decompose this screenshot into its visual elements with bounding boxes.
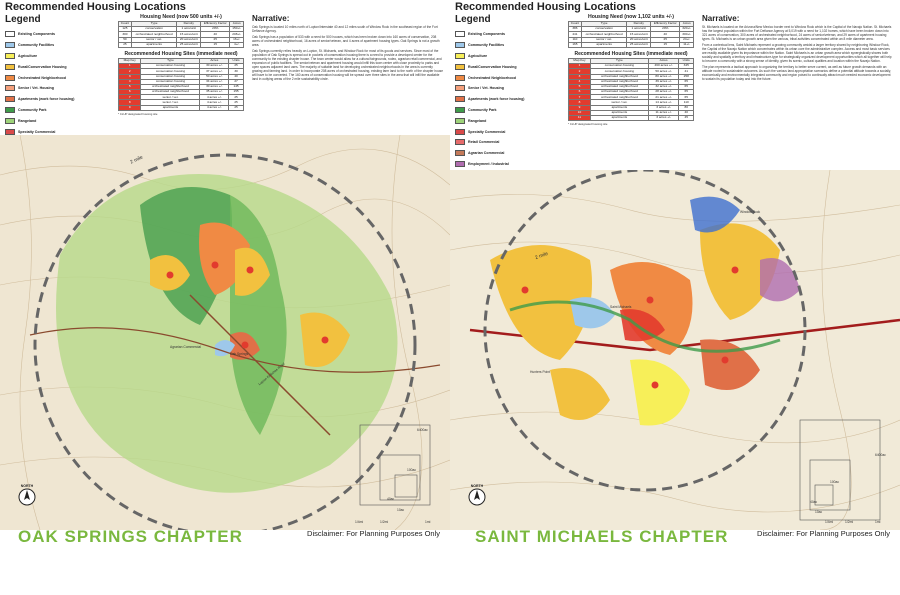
table-cell: 8 — [569, 100, 591, 105]
table-cell: conservation housing — [591, 69, 649, 74]
table-cell: orchestrated neighborhood — [591, 84, 649, 89]
legend-label: Senior / Vet. Housing — [18, 86, 54, 91]
table-cell: 4 acres +/- — [200, 100, 229, 105]
table-cell: orchestrated neighborhood — [591, 79, 649, 84]
table-header: Units — [679, 58, 694, 63]
legend-swatch — [455, 42, 465, 48]
table-cell: 3 — [119, 74, 141, 79]
elevation-label: 100ac — [407, 468, 416, 472]
scale-label: 1/4mi — [825, 520, 834, 524]
table-cell: 11 — [569, 116, 591, 121]
table-cell: 25 — [229, 105, 244, 110]
disclaimer: Disclaimer: For Planning Purposes Only — [307, 529, 440, 538]
table-cell: 20% — [651, 27, 680, 32]
table-cell: conservation — [581, 27, 627, 32]
narrative-paragraph: St. Michaels is located on the Arizona/New Mexico border next to Window Rock which is the Capital of the Navajo Nation. St. Michaels has the largest population within the Fort Defiance Agency at 5,019 with a need for 1,102 homes, which have been broken down into 321 acres of conservation, 300 acres of orchestrated neighborhood, 24 acres of senior/veteran, and 29 acres of apartment housing types. St. Michaels is an urban growth area given the various, tribal activities concentrated within an 8 mile diameter area. — [702, 25, 892, 41]
table-cell: senior / vet. — [591, 100, 649, 105]
legend-item — [455, 148, 560, 159]
legend-item — [455, 115, 560, 126]
table-cell: 2 — [119, 69, 141, 74]
legend-label: Rural/Conservation Housing — [18, 64, 67, 69]
table-cell: 2 — [569, 69, 591, 74]
table-cell: 50 — [119, 37, 132, 42]
sites-table — [568, 58, 694, 121]
table-cell: 35 acres +/- — [200, 90, 229, 95]
disclaimer: Disclaimer: For Planning Purposes Only — [757, 529, 890, 538]
table-cell: 10 — [569, 110, 591, 115]
narrative-paragraph: Oak Springs has a population of 533 with a need for 500 houses, which has been broken down into 160 acres of conservation, 208 acres of orchestrated neighborhood, 16 acres of senior/veteran, and 4 acres of apartment housing types. Oak Springs is not a growth area. — [252, 35, 440, 47]
table-cell: 14 acres +/- — [648, 100, 679, 105]
table-cell: 320+/- — [680, 27, 694, 32]
legend-swatch — [455, 150, 465, 156]
table-cell: 45 — [679, 116, 694, 121]
table-cell: apartments — [581, 42, 627, 47]
table-cell: 441 — [569, 32, 582, 37]
legend-list — [455, 29, 560, 180]
table-cell: 1 — [119, 64, 141, 69]
table-cell: 16+/- — [230, 37, 244, 42]
table-cell: 40 — [679, 110, 694, 115]
table-cell: 110 — [679, 100, 694, 105]
table-cell: 28 acres +/- — [648, 90, 679, 95]
legend-label: Community Park — [18, 107, 47, 112]
table-cell: 1 — [569, 64, 591, 69]
legend-swatch — [5, 53, 15, 59]
map-label: Window Rock — [740, 210, 761, 214]
table-cell: conservation housing — [141, 79, 200, 84]
table-header: Acres — [200, 58, 229, 63]
map-label: Hunters Point — [530, 370, 550, 374]
table-cell: orchestrated neighborhood — [141, 84, 200, 89]
table-cell: 15 acres/unit — [177, 32, 201, 37]
table-header: Map Key — [119, 58, 141, 63]
table-header: Count — [119, 22, 132, 27]
table-header: Type — [131, 22, 177, 27]
map-label: Agrarian Commercial — [170, 345, 201, 349]
legend-title: Legend — [5, 14, 41, 25]
table-cell: 32 acres +/- — [648, 84, 679, 89]
legend-item — [455, 61, 560, 72]
north-label: NORTH — [20, 484, 34, 488]
legend-label: Orchestrated Neighborhood — [468, 75, 516, 80]
table-cell: 11 acres +/- — [648, 110, 679, 115]
table-cell: 25 — [229, 95, 244, 100]
table-cell: 11+/- — [680, 42, 694, 47]
legend-item — [455, 105, 560, 116]
legend-item — [5, 83, 110, 94]
table-cell: 50 acres +/- — [648, 69, 679, 74]
table-cell: 25 — [201, 37, 230, 42]
table-cell: 4 — [569, 79, 591, 84]
table-row — [119, 42, 244, 47]
legend-item — [5, 94, 110, 105]
table-cell: 41 — [679, 69, 694, 74]
table-cell: 50 acres +/- — [200, 74, 229, 79]
table-cell: 40 — [651, 32, 680, 37]
table-cell: 39 acres +/- — [648, 79, 679, 84]
elevation-label: 40ac — [810, 500, 818, 504]
table-cell: 9 — [119, 105, 141, 110]
table-cell: 345 — [679, 64, 694, 69]
narrative-paragraph: The plan represents a tactical approach to organizing the territory to better serve current, as well as future growth demands with an attitude rooted in sustainable outcomes. As such the various land appropriation scenarios define a potential attitude towards a socially, economically and environmentally integrated community and region poised to continually attract much needed economic development to sustain its population today and into the future. — [702, 65, 892, 81]
legend-label: Apartments (work force housing) — [468, 97, 525, 102]
legend-item — [455, 126, 560, 137]
table-header: Acres — [648, 58, 679, 63]
table-header: Efficiency Factor — [201, 22, 230, 27]
legend-label: Senior / Vet. Housing — [468, 86, 504, 91]
legend-item — [455, 72, 560, 83]
legend-item — [455, 137, 560, 148]
oak-springs-map — [0, 135, 450, 530]
legend-swatch — [455, 75, 465, 81]
table-cell: 1 acre/unit — [627, 27, 651, 32]
table-cell: 6 — [569, 90, 591, 95]
housing-need-title: Housing Need (now 1,102 units +/-) — [587, 14, 675, 20]
table-cell: orchestrated neighborhood — [591, 95, 649, 100]
legend-label: Specialty Commercial — [468, 129, 506, 134]
legend-item — [5, 105, 110, 116]
compass-icon — [18, 488, 36, 506]
table-cell: senior / vet. — [141, 95, 200, 100]
legend-swatch — [5, 107, 15, 113]
table-cell: 3 — [569, 74, 591, 79]
table-cell: 300+/- — [680, 32, 694, 37]
need-table — [568, 21, 694, 48]
legend-label: Employment / Industrial — [468, 161, 509, 166]
scale-label: 1/4mi — [355, 520, 364, 524]
table-cell: 125 — [119, 27, 132, 32]
north-label: NORTH — [470, 484, 484, 488]
table-cell: 20 acres/unit — [177, 37, 201, 42]
legend-item — [5, 115, 110, 126]
table-header: Acres — [680, 22, 694, 27]
table-cell: 7 — [569, 95, 591, 100]
table-cell: conservation housing — [591, 64, 649, 69]
table-cell: senior / vet. — [141, 100, 200, 105]
table-row — [119, 105, 244, 110]
legend-label: Rangeland — [18, 118, 37, 123]
table-cell: 65 — [679, 95, 694, 100]
housing-need-table — [568, 14, 694, 126]
table-cell: orchestrated neighborhood — [591, 74, 649, 79]
table-cell: 30 — [229, 69, 244, 74]
table-cell: orchestrated neighborhood — [131, 32, 177, 37]
table-cell: 65 — [679, 84, 694, 89]
scale-label: 1mi — [875, 520, 881, 524]
table-header: Units — [229, 58, 244, 63]
compass-icon — [468, 488, 486, 506]
mile-label: 2 mile — [534, 250, 549, 262]
table-cell: 30 acres +/- — [200, 84, 229, 89]
table-cell: 27 — [229, 79, 244, 84]
legend-swatch — [5, 31, 15, 37]
sites-title: Recommended Housing Sites (immediate need) — [124, 50, 238, 57]
chapter-title: SAINT MICHAELS CHAPTER — [475, 527, 729, 546]
legend-swatch — [455, 129, 465, 135]
road-label: Lupton Kinlichee Road — [257, 361, 286, 387]
table-cell: 5 — [119, 84, 141, 89]
table-cell: 258 — [679, 74, 694, 79]
legend-label: Rural/Conservation Housing — [468, 64, 517, 69]
panel-title: Recommended Housing Locations — [455, 1, 636, 13]
table-cell: 460 acres +/- — [648, 64, 679, 69]
table-cell: apartments — [591, 110, 649, 115]
table-cell: 208+/- — [230, 32, 244, 37]
chapter-title: OAK SPRINGS CHAPTER — [18, 527, 243, 546]
legend-swatch — [5, 75, 15, 81]
narrative — [702, 14, 894, 83]
legend-label: Agriculture — [18, 53, 38, 58]
legend-item — [455, 94, 560, 105]
table-cell: 30 acres +/- — [200, 64, 229, 69]
legend-swatch — [5, 64, 15, 70]
north-arrow — [16, 484, 38, 511]
legend-label: Existing Components — [18, 32, 55, 37]
table-cell: 8 — [119, 100, 141, 105]
legend-item — [455, 40, 560, 51]
table-cell: 4 acres +/- — [200, 95, 229, 100]
legend-label: Existing Components — [468, 32, 505, 37]
legend-label: Apartments (work force housing) — [18, 97, 75, 102]
elevation-label: 40ac — [387, 497, 395, 501]
table-cell: apartments — [591, 105, 649, 110]
legend-label: Agrarian Commercial — [468, 151, 505, 156]
table-cell: 65 — [679, 79, 694, 84]
legend-label: Orchestrated Neighborhood — [18, 75, 66, 80]
table-cell: 4 — [119, 79, 141, 84]
table-cell: 25 acres/unit — [627, 42, 651, 47]
table-cell: 24+/- — [680, 37, 694, 42]
table-cell: conservation housing — [141, 64, 200, 69]
legend-label: Retail Commercial — [468, 140, 500, 145]
table-cell: 386 — [569, 27, 582, 32]
sites-title: Recommended Housing Sites (immediate need) — [574, 50, 688, 57]
legend-swatch — [5, 129, 15, 135]
table-cell: 25 acres/unit — [177, 42, 201, 47]
legend-swatch — [455, 118, 465, 124]
narrative-paragraph: Oak Springs is located 10 miles north of Lupton/Interstate 40 and 12 miles south of Window Rock in the southeast region of the Fort Defiance Agency. — [252, 25, 438, 33]
table-cell: 25 — [119, 42, 132, 47]
table-header: Efficiency Factor — [651, 22, 680, 27]
scale-label: 1/2mi — [845, 520, 854, 524]
legend-title: Legend — [455, 14, 491, 25]
elevation-label: 6400ac — [417, 428, 428, 432]
table-cell: 6 — [119, 90, 141, 95]
legend-swatch — [5, 42, 15, 48]
table-cell: apartments — [131, 42, 177, 47]
legend-item — [5, 61, 110, 72]
legend-label: Community Park — [468, 107, 497, 112]
table-cell: 150+/- — [230, 27, 244, 32]
table-cell: 1 acre/unit — [177, 27, 201, 32]
table-header: Type — [591, 58, 649, 63]
narrative-title: Narrative: — [252, 14, 290, 23]
legend-item — [5, 72, 110, 83]
table-cell: 25 — [229, 100, 244, 105]
table-cell: 20% — [201, 27, 230, 32]
table-cell: 80 acres +/- — [648, 74, 679, 79]
table-cell: 155 — [229, 90, 244, 95]
legend-label: Community Facilities — [18, 43, 55, 48]
legend-swatch — [455, 53, 465, 59]
table-cell: orchestrated neighborhood — [141, 90, 200, 95]
legend-item — [455, 29, 560, 40]
table-cell: 9 — [569, 105, 591, 110]
table-header: Map Key — [569, 58, 591, 63]
table-cell: conservation — [131, 27, 177, 32]
sites-note: * CLUP designated housing site — [118, 111, 158, 116]
map-label: Saint Michaels — [610, 305, 632, 309]
legend-swatch — [5, 85, 15, 91]
table-header: Type — [141, 58, 200, 63]
legend-swatch — [455, 107, 465, 113]
north-arrow — [466, 484, 488, 511]
saint-michaels-map — [450, 170, 900, 530]
legend-item — [5, 29, 110, 40]
table-cell: 5 — [569, 84, 591, 89]
scale-label: 1/2mi — [380, 520, 389, 524]
table-header: Type — [581, 22, 627, 27]
narrative-paragraph: Oak Springs currently relies heavily on Lupton, St. Michaels, and Window Rock for most of its goods and services. Since most of the population of Oak Springs is spread out in pockets of conservation housing there is a need to provide a developed center for the community to the existing chapter house. The town center would allow for a cultural fairgrounds, rodeo, agrarian retail commercial, and expansion of public facilities. The senior/veteran and apartment housing would infill this town center with close proximity to parks and open spaces adjacent land uses. The majority of suitable land for developing orchestrated neighborhoods in the area is currently grazing and farming land. In order to incorporate 208 acres of orchestrated housing, existing farm land to the north of the chapter house will have to be converted. The 160 acres of conservation housing will be spread over three sites in the area that will infill the available land in outlying areas of the 2 mile sustainability circle. — [252, 49, 444, 81]
legend-swatch — [455, 64, 465, 70]
table-cell: 21 acres +/- — [648, 95, 679, 100]
saint-michaels-panel — [450, 0, 900, 595]
table-cell: 7 — [119, 95, 141, 100]
mile-label: 2 mile — [129, 154, 144, 166]
legend-swatch — [455, 139, 465, 145]
table-cell: 80 — [679, 105, 694, 110]
table-cell: conservation housing — [141, 74, 200, 79]
legend-swatch — [5, 118, 15, 124]
housing-need-title: Housing Need (now 500 units +/-) — [140, 14, 222, 20]
elevation-label: 100ac — [830, 480, 839, 484]
table-cell: 4+/- — [230, 42, 244, 47]
table-cell: 145 — [229, 84, 244, 89]
legend-label: Specialty Commercial — [18, 129, 56, 134]
table-header: Acres — [230, 22, 244, 27]
narrative — [252, 14, 444, 83]
table-cell: 40 — [229, 74, 244, 79]
table-cell: orchestrated neighborhood — [581, 32, 627, 37]
table-cell: 3 acres +/- — [648, 105, 679, 110]
sites-table — [118, 58, 244, 111]
table-cell: 15 — [651, 42, 680, 47]
table-cell: 110 — [569, 37, 582, 42]
table-cell: 37 acres +/- — [200, 69, 229, 74]
table-row — [569, 116, 694, 121]
legend-label: Community Facilities — [468, 43, 505, 48]
table-cell: apartments — [141, 105, 200, 110]
sites-note: * CLUP designated housing site — [568, 122, 608, 127]
scale-label: 1mi — [425, 520, 431, 524]
table-cell: 3 acres +/- — [648, 116, 679, 121]
legend-item — [455, 159, 560, 170]
table-header: Density — [177, 22, 201, 27]
map-label: Oak Springs — [230, 352, 249, 356]
table-cell: 4 acres +/- — [200, 105, 229, 110]
legend-item — [455, 51, 560, 62]
table-cell: 20 acres/unit — [627, 37, 651, 42]
table-cell: 25 — [229, 64, 244, 69]
table-cell: 40 — [201, 32, 230, 37]
table-cell: 25 — [651, 37, 680, 42]
legend-swatch — [5, 96, 15, 102]
narrative-title: Narrative: — [702, 14, 740, 23]
legend-swatch — [455, 96, 465, 102]
legend-item — [5, 51, 110, 62]
table-cell: orchestrated neighborhood — [591, 90, 649, 95]
elevation-label: 6400ac — [875, 453, 886, 457]
table-header: Count — [569, 22, 582, 27]
table-cell: 34 acres +/- — [200, 79, 229, 84]
legend-label: Rangeland — [468, 118, 487, 123]
table-cell: senior / vet. — [131, 37, 177, 42]
elevation-label: 10ac — [815, 510, 823, 514]
table-cell: apartments — [591, 116, 649, 121]
legend-swatch — [455, 85, 465, 91]
table-header: Density — [627, 22, 651, 27]
legend-swatch — [455, 31, 465, 37]
legend-item — [455, 83, 560, 94]
narrative-paragraph: From a contextual lens, Saint Michaels represent a growing community amidst a larger territory shared by neighboring Window Rock, the Capital of the Navajo Nation which concentrates within its urban core the administrative complex. Access and most basic services are readily available given its importance within the Nation. Saint Michaels is an urban growth area which synergistically shares both socially and spatially a territory and infrastructure-type for strategically organized development opportunities which all together will help to become a community with a strong sense of identity, given its scenic, cultural qualities and location within the Navajo Nation. — [702, 43, 892, 63]
table-cell: conservation housing — [141, 69, 200, 74]
legend-item — [5, 40, 110, 51]
table-cell: 65 — [679, 90, 694, 95]
legend — [455, 14, 560, 180]
table-cell: 15 — [201, 42, 230, 47]
legend-label: Agriculture — [468, 53, 488, 58]
table-cell: 300 — [119, 32, 132, 37]
need-table — [118, 21, 244, 48]
panel-title: Recommended Housing Locations — [5, 1, 186, 13]
elevation-label: 10ac — [397, 508, 405, 512]
table-cell: 165 — [569, 42, 582, 47]
housing-need-table — [118, 14, 244, 116]
table-cell: senior / vet. — [581, 37, 627, 42]
table-row — [569, 42, 694, 47]
table-cell: 15 acres/unit — [627, 32, 651, 37]
legend-swatch — [455, 161, 465, 167]
